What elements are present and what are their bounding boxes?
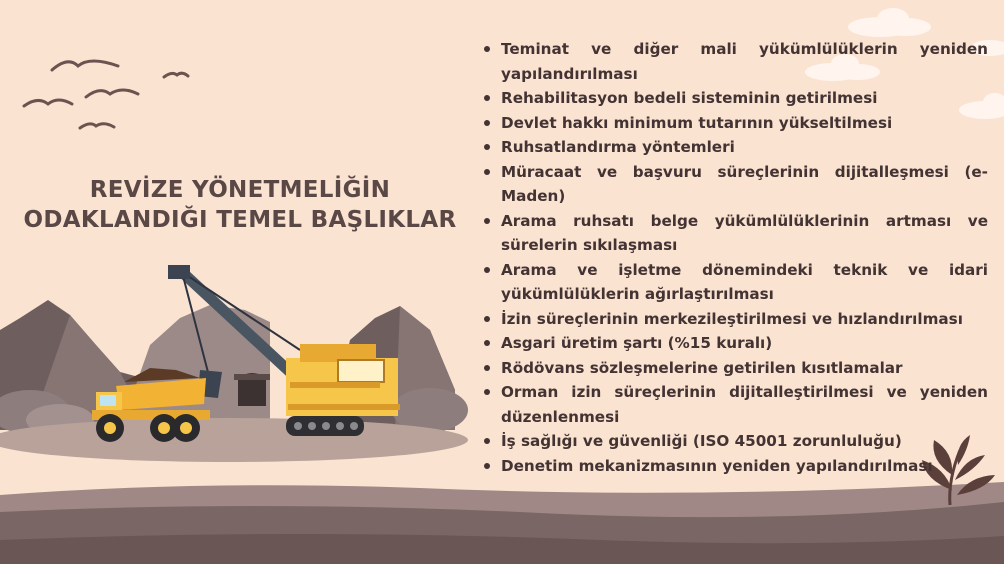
- list-item: Arama ve işletme dönemindeki teknik ve idari yükümlülüklerin ağırlaştırılması: [480, 258, 988, 307]
- list-item: Rehabilitasyon bedeli sisteminin getirilmesi: [480, 86, 988, 111]
- slide-title: [10, 175, 470, 235]
- list-item: Teminat ve diğer mali yükümlülüklerin yeniden yapılandırılması: [480, 37, 988, 86]
- list-item: Arama ruhsatı belge yükümlülüklerinin artması ve sürelerin sıkılaşması: [480, 209, 988, 258]
- list-item: Denetim mekanizmasının yeniden yapılandırılması: [480, 454, 988, 479]
- list-item: Müracaat ve başvuru süreçlerinin dijitalleşmesi (e-Maden): [480, 160, 988, 209]
- list-item: Orman izin süreçlerinin dijitalleştirilmesi ve yeniden düzenlenmesi: [480, 380, 988, 429]
- list-item: Ruhsatlandırma yöntemleri: [480, 135, 988, 160]
- cloud-icon: [848, 8, 931, 37]
- title-line-1: REVİZE YÖNETMELİĞİN: [89, 177, 391, 204]
- title-line-2: ODAKLANDIĞI TEMEL BAŞLIKLAR: [23, 207, 457, 234]
- list-item: Rödövans sözleşmelerine getirilen kısıtlamalar: [480, 356, 988, 381]
- list-item: İş sağlığı ve güvenliği (ISO 45001 zorunluluğu): [480, 429, 988, 454]
- ground-patch: [0, 418, 468, 462]
- list-item: Devlet hakkı minimum tutarının yükseltilmesi: [480, 111, 988, 136]
- topic-list: [480, 37, 988, 478]
- list-item: İzin süreçlerinin merkezileştirilmesi ve hızlandırılması: [480, 307, 988, 332]
- bird-icon: [24, 61, 188, 128]
- list-item: Asgari üretim şartı (%15 kuralı): [480, 331, 988, 356]
